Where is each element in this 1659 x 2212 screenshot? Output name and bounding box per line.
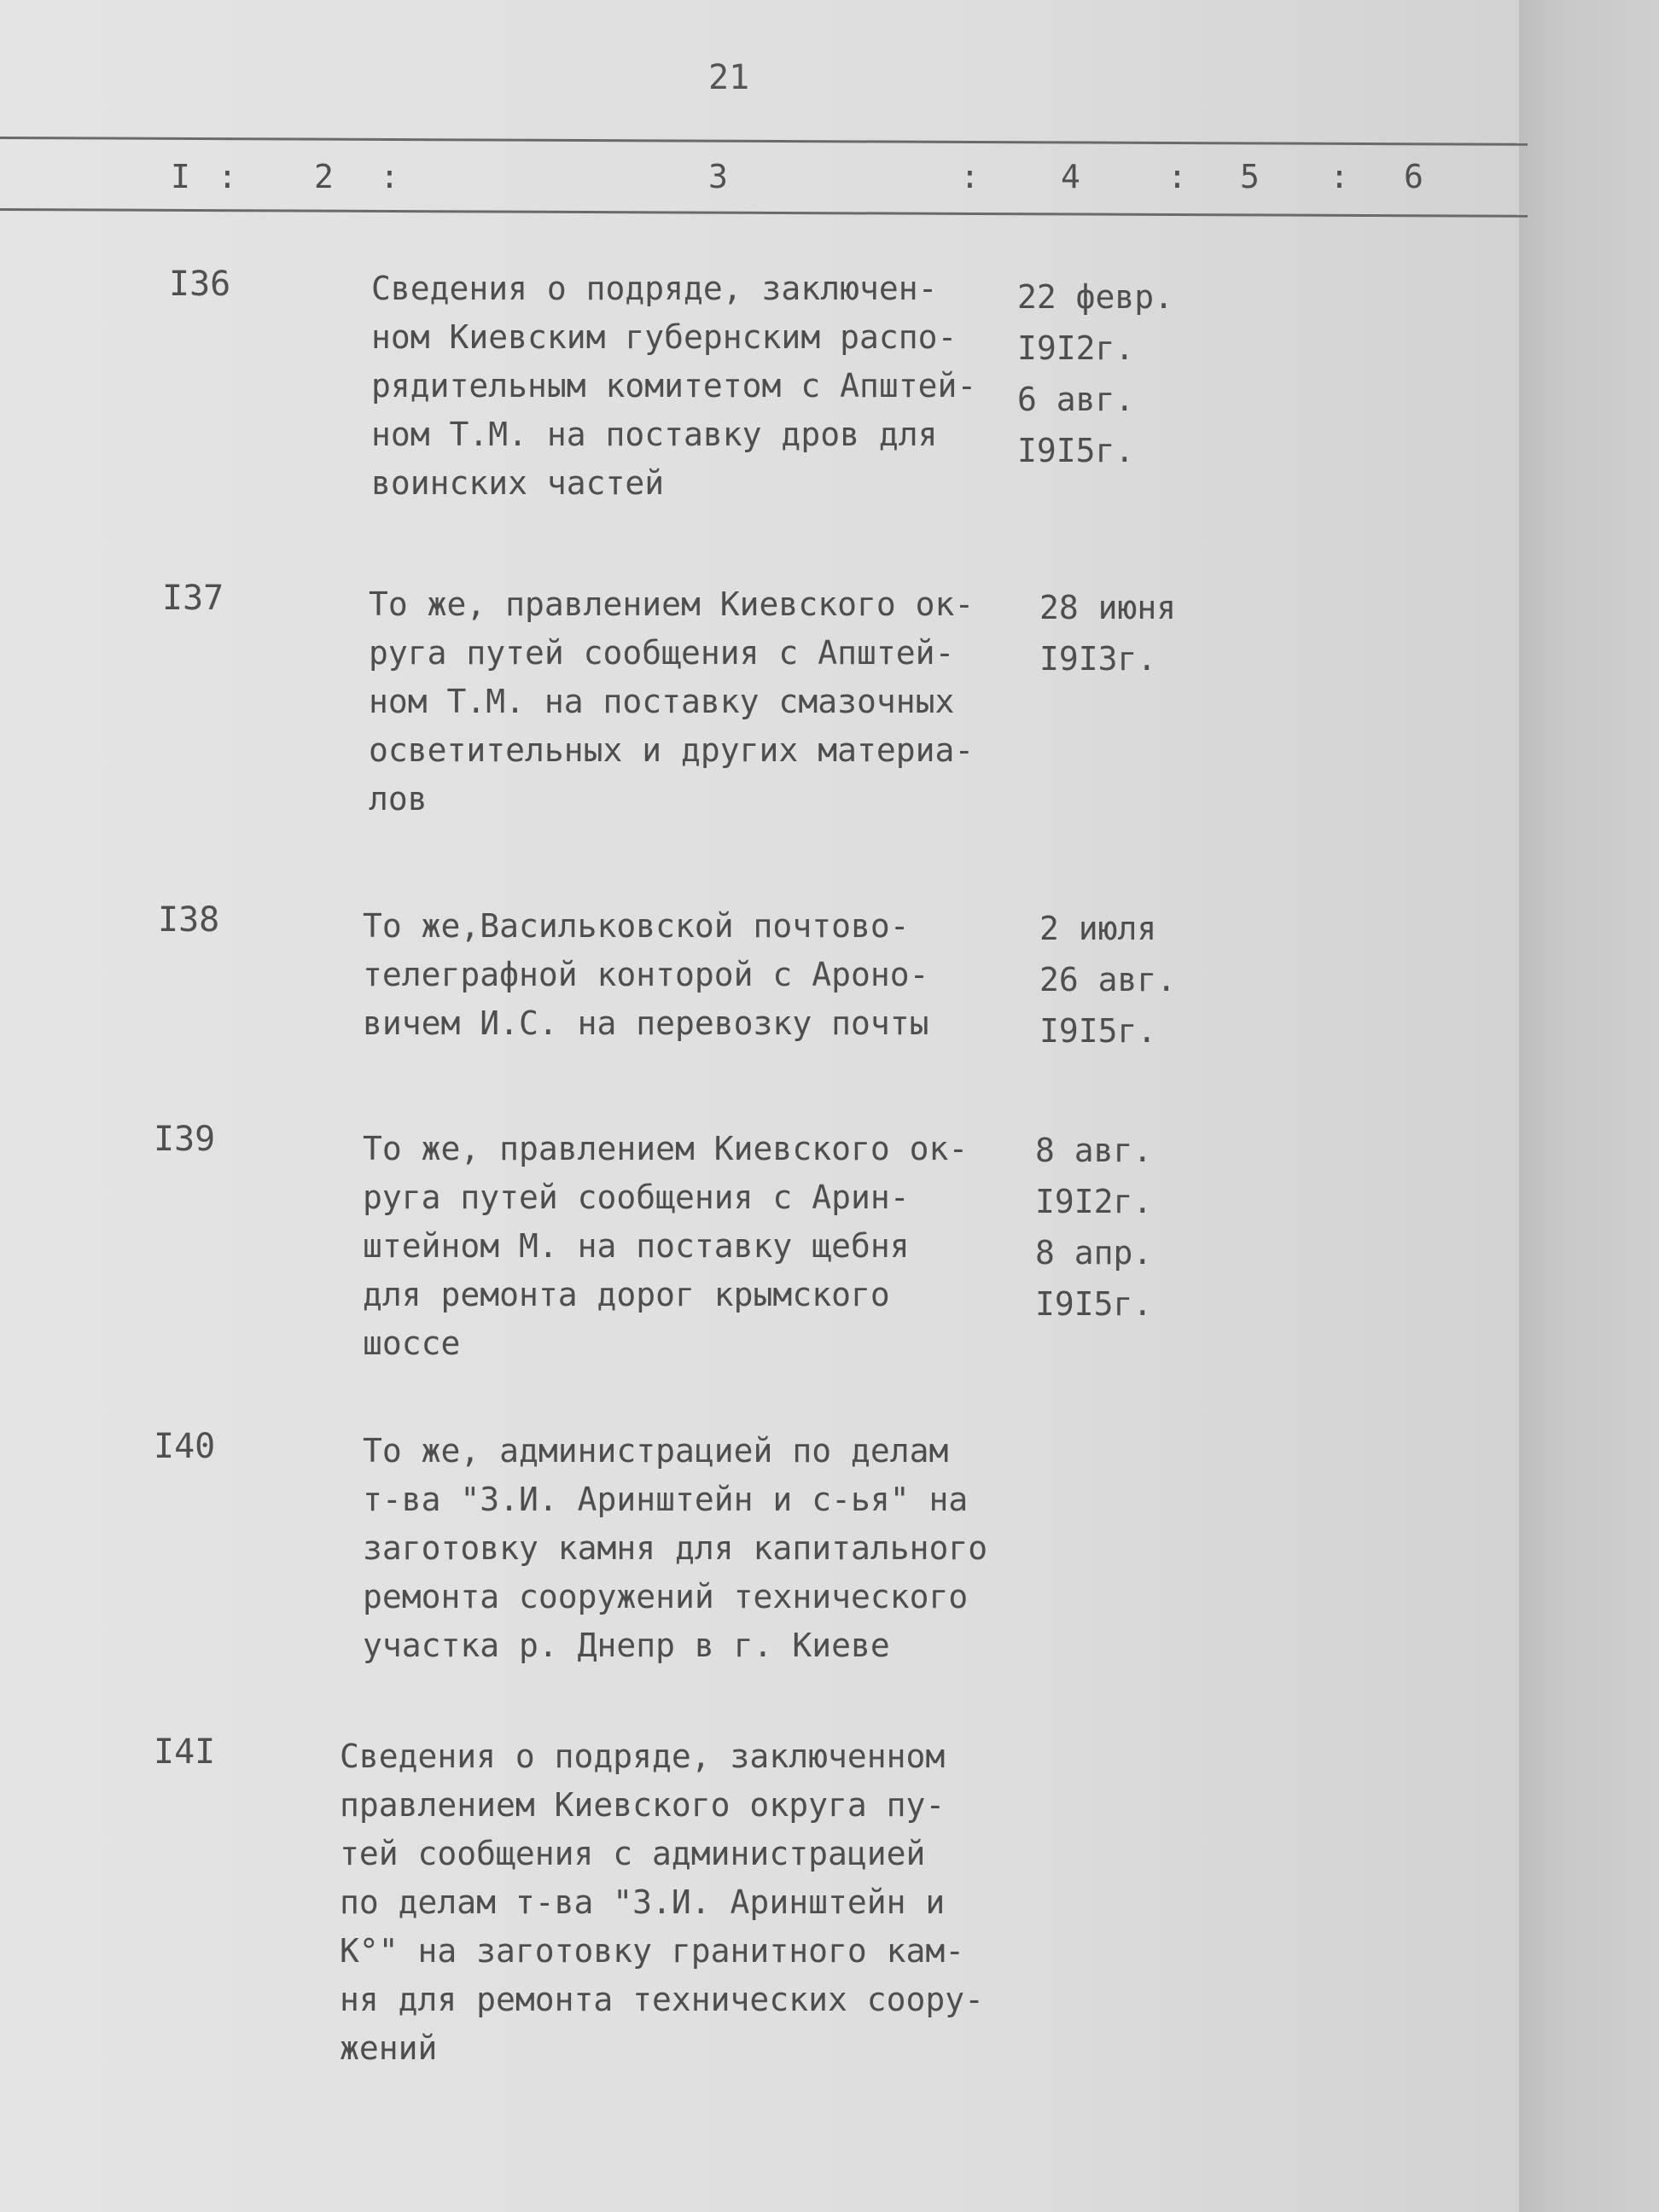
column-header-2: 2: [314, 158, 334, 195]
column-header-4: 4: [1061, 158, 1080, 195]
entry-number: I38: [158, 900, 220, 940]
column-header-sep: :: [218, 158, 237, 195]
entry-dates: 28 июня I9I3г.: [1039, 589, 1177, 678]
page-edge: [1519, 0, 1659, 2212]
column-header-5: 5: [1240, 158, 1260, 195]
entry-description: Сведения о подряде, заключен- ном Киевским губернским распо- рядительным комитетом с Апштей- ном Т.М. на поставку дров для воинских частей: [371, 270, 977, 502]
entry-description: То же,Васильковской почтово- телеграфной конторой с Ароно- вичем И.С. на перевозку почты: [363, 907, 929, 1042]
entry-description: То же, правлением Киевского ок- руга путей сообщения с Арин- штейном М. на поставку щебня для ремонта дорог крымского шоссе: [363, 1130, 969, 1362]
column-header-sep: :: [1330, 158, 1349, 195]
column-header-sep: :: [1167, 158, 1187, 195]
entry-dates: 22 февр. I9I2г. 6 авг. I9I5г.: [1017, 278, 1174, 469]
entry-description: То же, правлением Киевского ок- руга путей сообщения с Апштей- ном Т.М. на поставку смазочных осветительных и других материа- лов: [369, 585, 975, 818]
entry-number: I36: [169, 265, 231, 304]
column-header-3: 3: [708, 158, 728, 195]
column-header-1: I: [171, 158, 190, 195]
entry-description: То же, администрацией по делам т-ва "З.И. Аринштейн и с-ья" на заготовку камня для капитального ремонта сооружений технического участка р. Днепр в г. Киеве: [363, 1432, 988, 1664]
entry-dates: 8 авг. I9I2г. 8 апр. I9I5г.: [1035, 1132, 1153, 1323]
entry-number: I40: [154, 1427, 216, 1466]
column-header-sep: :: [960, 158, 980, 195]
entry-number: I39: [154, 1120, 216, 1159]
page-number: 21: [708, 58, 750, 97]
column-header-sep: :: [380, 158, 399, 195]
entry-dates: 2 июля 26 авг. I9I5г.: [1039, 910, 1177, 1050]
entry-number: I4I: [154, 1732, 216, 1772]
entry-number: I37: [162, 579, 224, 618]
column-header-6: 6: [1404, 158, 1423, 195]
entry-description: Сведения о подряде, заключенном правлением Киевского округа пу- тей сообщения с администрацией по делам т-ва "З.И. Аринштейн и К°" на заготовку гранитного кам- ня для ремонта технических соору- жений: [340, 1738, 984, 2067]
